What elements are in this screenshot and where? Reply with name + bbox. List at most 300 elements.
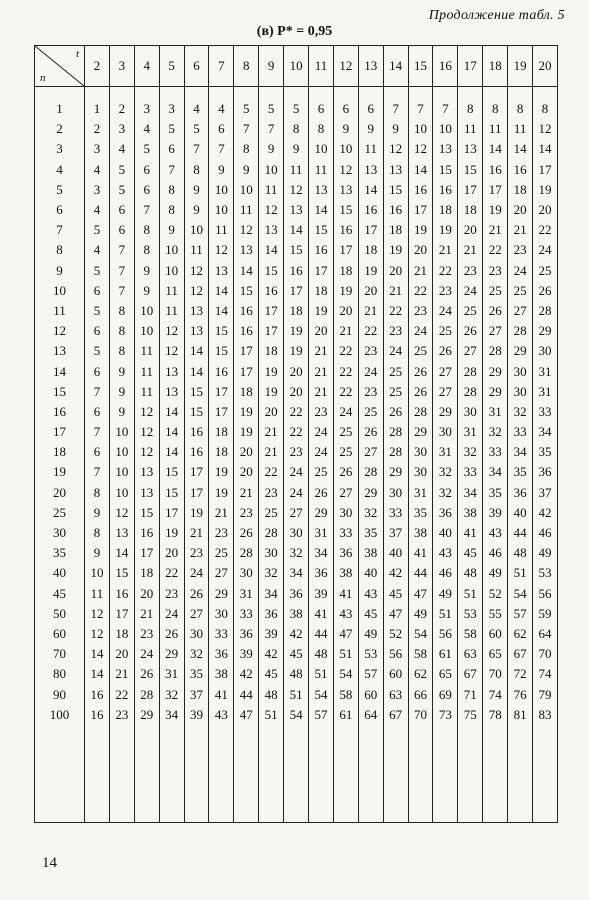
table-cell: 18 bbox=[383, 220, 408, 240]
table-cell: 27 bbox=[209, 563, 234, 583]
table-cell: 47 bbox=[234, 705, 259, 725]
table-cell: 8 bbox=[483, 99, 508, 119]
table-cell: 22 bbox=[533, 220, 558, 240]
table-cell: 36 bbox=[533, 462, 558, 482]
table-cell: 19 bbox=[234, 402, 259, 422]
table-cell: 62 bbox=[408, 664, 433, 684]
table-cell: 9 bbox=[383, 119, 408, 139]
table-cell: 21 bbox=[458, 240, 483, 260]
table-cell: 7 bbox=[109, 281, 134, 301]
row-label-n: 17 bbox=[35, 422, 85, 442]
table-cell: 20 bbox=[508, 200, 533, 220]
table-cell: 29 bbox=[159, 644, 184, 664]
table-cell: 24 bbox=[159, 604, 184, 624]
table-cell: 21 bbox=[309, 361, 334, 381]
table-cell: 61 bbox=[433, 644, 458, 664]
table-cell: 10 bbox=[109, 422, 134, 442]
table-cell: 30 bbox=[184, 624, 209, 644]
page-number: 14 bbox=[42, 855, 57, 871]
table-cell: 33 bbox=[383, 503, 408, 523]
table-cell: 5 bbox=[85, 220, 110, 240]
table-cell: 3 bbox=[85, 139, 110, 159]
table-cell: 31 bbox=[458, 422, 483, 442]
table-cell: 12 bbox=[259, 200, 284, 220]
table-cell: 22 bbox=[333, 341, 358, 361]
table-cell: 6 bbox=[358, 99, 383, 119]
table-cell: 26 bbox=[408, 361, 433, 381]
table-cell: 7 bbox=[85, 422, 110, 442]
table-cell: 5 bbox=[234, 99, 259, 119]
table-cell: 16 bbox=[383, 200, 408, 220]
table-cell: 1 bbox=[85, 99, 110, 119]
table-cell: 15 bbox=[159, 462, 184, 482]
table-cell: 6 bbox=[109, 220, 134, 240]
row-label-n: 18 bbox=[35, 442, 85, 462]
table-cell: 42 bbox=[259, 644, 284, 664]
table-cell: 38 bbox=[358, 543, 383, 563]
table-cell: 24 bbox=[458, 281, 483, 301]
table-cell: 16 bbox=[234, 301, 259, 321]
table-cell: 14 bbox=[184, 361, 209, 381]
table-cell: 28 bbox=[234, 543, 259, 563]
table-cell: 57 bbox=[508, 604, 533, 624]
table-cell: 19 bbox=[358, 261, 383, 281]
table-cell: 12 bbox=[234, 220, 259, 240]
table-cell: 17 bbox=[408, 200, 433, 220]
table-row bbox=[35, 301, 558, 321]
table-cell: 56 bbox=[383, 644, 408, 664]
table-cell: 6 bbox=[85, 281, 110, 301]
table-cell: 19 bbox=[383, 240, 408, 260]
table-cell: 40 bbox=[383, 543, 408, 563]
table-cell: 21 bbox=[259, 422, 284, 442]
table-row bbox=[35, 422, 558, 442]
table-cell: 13 bbox=[234, 240, 259, 260]
table-cell: 11 bbox=[358, 139, 383, 159]
table-cell: 18 bbox=[309, 281, 334, 301]
table-cell: 16 bbox=[433, 180, 458, 200]
table-cell: 14 bbox=[284, 220, 309, 240]
table-cell: 16 bbox=[85, 684, 110, 704]
table-cell: 17 bbox=[209, 382, 234, 402]
table-cell: 8 bbox=[109, 321, 134, 341]
table-cell: 9 bbox=[358, 119, 383, 139]
table-cell: 6 bbox=[85, 442, 110, 462]
table-cell: 33 bbox=[333, 523, 358, 543]
table-cell: 7 bbox=[184, 139, 209, 159]
table-cell: 24 bbox=[358, 361, 383, 381]
table-cell: 36 bbox=[309, 563, 334, 583]
table-cell: 14 bbox=[85, 664, 110, 684]
table-cell: 34 bbox=[284, 563, 309, 583]
table-cell: 53 bbox=[458, 604, 483, 624]
table-cell: 54 bbox=[309, 684, 334, 704]
table-cell: 32 bbox=[358, 503, 383, 523]
table-cell: 15 bbox=[333, 200, 358, 220]
table-cell: 73 bbox=[433, 705, 458, 725]
table-cell: 24 bbox=[134, 644, 159, 664]
table-cell: 40 bbox=[358, 563, 383, 583]
table-cell: 20 bbox=[259, 402, 284, 422]
table-cell: 5 bbox=[259, 99, 284, 119]
row-label-n: 20 bbox=[35, 483, 85, 503]
table-cell: 54 bbox=[408, 624, 433, 644]
table-cell: 18 bbox=[209, 422, 234, 442]
table-row bbox=[35, 281, 558, 301]
table-cell: 53 bbox=[533, 563, 558, 583]
table-cell: 67 bbox=[458, 664, 483, 684]
table-cell: 69 bbox=[433, 684, 458, 704]
table-cell: 60 bbox=[358, 684, 383, 704]
table-cell: 26 bbox=[234, 523, 259, 543]
table-cell: 20 bbox=[284, 382, 309, 402]
table-cell: 39 bbox=[483, 503, 508, 523]
row-label-n: 90 bbox=[35, 684, 85, 704]
table-cell: 28 bbox=[508, 321, 533, 341]
table-cell: 30 bbox=[259, 543, 284, 563]
table-cell: 14 bbox=[159, 422, 184, 442]
table-cell: 15 bbox=[383, 180, 408, 200]
table-cell: 15 bbox=[209, 341, 234, 361]
table-cell: 24 bbox=[284, 462, 309, 482]
table-cell: 10 bbox=[159, 240, 184, 260]
table-cell: 23 bbox=[358, 341, 383, 361]
table-cell: 63 bbox=[383, 684, 408, 704]
table-cell: 45 bbox=[458, 543, 483, 563]
table-cell: 51 bbox=[333, 644, 358, 664]
table-cell: 30 bbox=[508, 382, 533, 402]
table-cell: 14 bbox=[358, 180, 383, 200]
table-cell: 21 bbox=[234, 483, 259, 503]
table-cell: 46 bbox=[483, 543, 508, 563]
table-cell: 5 bbox=[284, 99, 309, 119]
table-cell: 16 bbox=[483, 160, 508, 180]
table-cell: 74 bbox=[483, 684, 508, 704]
table-cell: 19 bbox=[159, 523, 184, 543]
table-cell: 67 bbox=[383, 705, 408, 725]
table-cell: 15 bbox=[433, 160, 458, 180]
table-cell: 48 bbox=[309, 644, 334, 664]
table-cell: 26 bbox=[358, 422, 383, 442]
table-cell: 18 bbox=[333, 261, 358, 281]
table-cell: 51 bbox=[284, 684, 309, 704]
column-header: 6 bbox=[184, 46, 209, 87]
table-cell: 22 bbox=[358, 321, 383, 341]
table-cell: 7 bbox=[159, 160, 184, 180]
table-cell: 35 bbox=[533, 442, 558, 462]
table-cell: 8 bbox=[159, 180, 184, 200]
row-label-n: 4 bbox=[35, 160, 85, 180]
table-cell: 12 bbox=[159, 341, 184, 361]
table-cell: 18 bbox=[508, 180, 533, 200]
table-cell: 3 bbox=[85, 180, 110, 200]
table-cell: 16 bbox=[508, 160, 533, 180]
table-cell: 24 bbox=[333, 402, 358, 422]
table-cell: 22 bbox=[408, 281, 433, 301]
table-cell: 54 bbox=[284, 705, 309, 725]
table-cell: 26 bbox=[458, 321, 483, 341]
table-cell: 13 bbox=[209, 261, 234, 281]
table-cell: 13 bbox=[458, 139, 483, 159]
table-cell: 56 bbox=[533, 584, 558, 604]
table-cell: 15 bbox=[259, 261, 284, 281]
table-cell: 26 bbox=[533, 281, 558, 301]
table-cell: 25 bbox=[309, 462, 334, 482]
row-label-n: 5 bbox=[35, 180, 85, 200]
table-cell: 23 bbox=[483, 261, 508, 281]
table-cell: 28 bbox=[134, 684, 159, 704]
table-cell: 39 bbox=[184, 705, 209, 725]
table-cell: 17 bbox=[159, 503, 184, 523]
table-cell: 13 bbox=[284, 200, 309, 220]
table-cell: 17 bbox=[184, 462, 209, 482]
table-cell: 29 bbox=[433, 402, 458, 422]
table-cell: 14 bbox=[533, 139, 558, 159]
table-cell: 32 bbox=[159, 684, 184, 704]
table-cell: 22 bbox=[383, 301, 408, 321]
table-cell: 28 bbox=[408, 402, 433, 422]
table-row bbox=[35, 584, 558, 604]
table-cell: 12 bbox=[184, 261, 209, 281]
table-cell: 67 bbox=[508, 644, 533, 664]
column-header: 11 bbox=[309, 46, 334, 87]
table-cell: 24 bbox=[433, 301, 458, 321]
table-cell: 20 bbox=[234, 462, 259, 482]
table-cell: 9 bbox=[184, 200, 209, 220]
table-cell: 17 bbox=[358, 220, 383, 240]
table-cell: 30 bbox=[284, 523, 309, 543]
table-cell: 20 bbox=[358, 281, 383, 301]
table-cell: 9 bbox=[333, 119, 358, 139]
table-cell: 45 bbox=[358, 604, 383, 624]
table-cell: 12 bbox=[533, 119, 558, 139]
table-cell: 32 bbox=[184, 644, 209, 664]
table-row bbox=[35, 382, 558, 402]
table-cell: 66 bbox=[408, 684, 433, 704]
table-cell: 28 bbox=[458, 382, 483, 402]
table-cell: 16 bbox=[134, 523, 159, 543]
table-cell: 4 bbox=[209, 99, 234, 119]
table-cell: 18 bbox=[234, 382, 259, 402]
table-cell: 43 bbox=[333, 604, 358, 624]
table-cell: 15 bbox=[309, 220, 334, 240]
column-header: 12 bbox=[333, 46, 358, 87]
table-cell: 15 bbox=[284, 240, 309, 260]
table-cell: 20 bbox=[234, 442, 259, 462]
column-header: 3 bbox=[109, 46, 134, 87]
table-cell: 5 bbox=[85, 341, 110, 361]
table-cell: 21 bbox=[184, 523, 209, 543]
table-cell: 32 bbox=[433, 483, 458, 503]
table-cell: 10 bbox=[408, 119, 433, 139]
column-variable-label: t bbox=[75, 48, 79, 60]
table-cell: 6 bbox=[134, 160, 159, 180]
table-cell: 53 bbox=[358, 644, 383, 664]
table-row bbox=[35, 261, 558, 281]
row-label-n: 50 bbox=[35, 604, 85, 624]
table-cell: 16 bbox=[259, 281, 284, 301]
table-cell: 49 bbox=[358, 624, 383, 644]
table-cell: 21 bbox=[358, 301, 383, 321]
table-cell: 18 bbox=[358, 240, 383, 260]
table-cell: 41 bbox=[209, 684, 234, 704]
table-cell: 7 bbox=[433, 99, 458, 119]
column-header: 16 bbox=[433, 46, 458, 87]
table-filler-row bbox=[35, 725, 558, 823]
table-cell: 51 bbox=[508, 563, 533, 583]
table-cell: 32 bbox=[483, 422, 508, 442]
table-cell: 17 bbox=[533, 160, 558, 180]
table-cell: 33 bbox=[458, 462, 483, 482]
table-cell: 35 bbox=[483, 483, 508, 503]
row-label-n: 8 bbox=[35, 240, 85, 260]
table-cell: 60 bbox=[383, 664, 408, 684]
table-spacer-row bbox=[35, 87, 558, 100]
table-cell: 41 bbox=[333, 584, 358, 604]
table-cell: 10 bbox=[433, 119, 458, 139]
table-cell: 24 bbox=[408, 321, 433, 341]
table-cell: 25 bbox=[333, 422, 358, 442]
table-cell: 22 bbox=[159, 563, 184, 583]
table-cell: 15 bbox=[458, 160, 483, 180]
table-row bbox=[35, 664, 558, 684]
table-cell: 43 bbox=[358, 584, 383, 604]
table-cell: 29 bbox=[483, 382, 508, 402]
table-cell: 25 bbox=[433, 321, 458, 341]
table-cell: 29 bbox=[209, 584, 234, 604]
table-cell: 10 bbox=[134, 301, 159, 321]
table-cell: 31 bbox=[159, 664, 184, 684]
table-cell: 21 bbox=[109, 664, 134, 684]
table-cell: 11 bbox=[85, 584, 110, 604]
row-label-n: 40 bbox=[35, 563, 85, 583]
row-label-n: 1 bbox=[35, 99, 85, 119]
table-cell: 29 bbox=[309, 503, 334, 523]
table-cell: 56 bbox=[433, 624, 458, 644]
table-cell: 42 bbox=[234, 664, 259, 684]
corner-cell bbox=[35, 46, 85, 87]
table-cell: 17 bbox=[458, 180, 483, 200]
table-cell: 8 bbox=[309, 119, 334, 139]
table-cell: 12 bbox=[159, 321, 184, 341]
table-cell: 21 bbox=[309, 382, 334, 402]
table-row bbox=[35, 402, 558, 422]
table-row bbox=[35, 523, 558, 543]
table-cell: 5 bbox=[85, 261, 110, 281]
table-cell: 12 bbox=[134, 442, 159, 462]
table-cell: 9 bbox=[85, 503, 110, 523]
table-cell: 14 bbox=[109, 543, 134, 563]
table-cell: 32 bbox=[458, 442, 483, 462]
row-label-n: 6 bbox=[35, 200, 85, 220]
table-cell: 52 bbox=[383, 624, 408, 644]
table-cell: 12 bbox=[333, 160, 358, 180]
table-cell: 23 bbox=[109, 705, 134, 725]
table-cell: 29 bbox=[508, 341, 533, 361]
table-cell: 57 bbox=[358, 664, 383, 684]
table-row bbox=[35, 220, 558, 240]
column-header: 15 bbox=[408, 46, 433, 87]
table-cell: 10 bbox=[109, 442, 134, 462]
table-cell: 34 bbox=[533, 422, 558, 442]
table-cell: 70 bbox=[408, 705, 433, 725]
table-cell: 28 bbox=[358, 462, 383, 482]
table-row bbox=[35, 99, 558, 119]
table-cell: 8 bbox=[533, 99, 558, 119]
table-cell: 16 bbox=[408, 180, 433, 200]
table-cell: 6 bbox=[109, 200, 134, 220]
table-cell: 6 bbox=[309, 99, 334, 119]
table-cell: 13 bbox=[383, 160, 408, 180]
table-cell: 25 bbox=[408, 341, 433, 361]
table-cell: 23 bbox=[508, 240, 533, 260]
table-cell: 12 bbox=[184, 281, 209, 301]
row-label-n: 100 bbox=[35, 705, 85, 725]
table-cell: 22 bbox=[284, 402, 309, 422]
table-cell: 9 bbox=[259, 139, 284, 159]
table-cell: 12 bbox=[85, 604, 110, 624]
table-cell: 47 bbox=[333, 624, 358, 644]
table-cell: 26 bbox=[159, 624, 184, 644]
column-header: 20 bbox=[533, 46, 558, 87]
table-cell: 30 bbox=[408, 462, 433, 482]
table-cell: 51 bbox=[433, 604, 458, 624]
table-cell: 20 bbox=[309, 321, 334, 341]
table-cell: 10 bbox=[209, 200, 234, 220]
table-body bbox=[35, 87, 558, 823]
table-cell: 54 bbox=[333, 664, 358, 684]
table-cell: 9 bbox=[134, 281, 159, 301]
table-cell: 11 bbox=[134, 341, 159, 361]
table-cell: 33 bbox=[533, 402, 558, 422]
table-cell: 61 bbox=[333, 705, 358, 725]
table-cell: 8 bbox=[109, 341, 134, 361]
table-cell: 36 bbox=[284, 584, 309, 604]
row-label-n: 2 bbox=[35, 119, 85, 139]
table-cell: 20 bbox=[533, 200, 558, 220]
table-cell: 11 bbox=[209, 220, 234, 240]
table-cell: 7 bbox=[109, 261, 134, 281]
table-cell: 37 bbox=[383, 523, 408, 543]
table-cell: 19 bbox=[209, 462, 234, 482]
table-cell: 17 bbox=[284, 281, 309, 301]
table-cell: 19 bbox=[259, 382, 284, 402]
table-cell: 23 bbox=[134, 624, 159, 644]
table-cell: 6 bbox=[333, 99, 358, 119]
table-cell: 48 bbox=[284, 664, 309, 684]
continuation-header: Продолжение табл. 5 bbox=[428, 8, 565, 23]
table-cell: 4 bbox=[85, 200, 110, 220]
table-cell: 18 bbox=[458, 200, 483, 220]
table-row bbox=[35, 160, 558, 180]
table-cell: 23 bbox=[433, 281, 458, 301]
table-cell: 10 bbox=[333, 139, 358, 159]
table-cell: 7 bbox=[85, 382, 110, 402]
table-cell: 23 bbox=[284, 442, 309, 462]
table-cell: 57 bbox=[309, 705, 334, 725]
table-cell: 7 bbox=[85, 462, 110, 482]
table-cell: 14 bbox=[508, 139, 533, 159]
table-cell: 45 bbox=[284, 644, 309, 664]
table-cell: 76 bbox=[508, 684, 533, 704]
table-cell: 19 bbox=[533, 180, 558, 200]
table-cell: 22 bbox=[483, 240, 508, 260]
table-cell: 24 bbox=[533, 240, 558, 260]
table-cell: 21 bbox=[209, 503, 234, 523]
table-cell: 44 bbox=[234, 684, 259, 704]
probability-table bbox=[34, 45, 558, 823]
table-cell: 23 bbox=[458, 261, 483, 281]
